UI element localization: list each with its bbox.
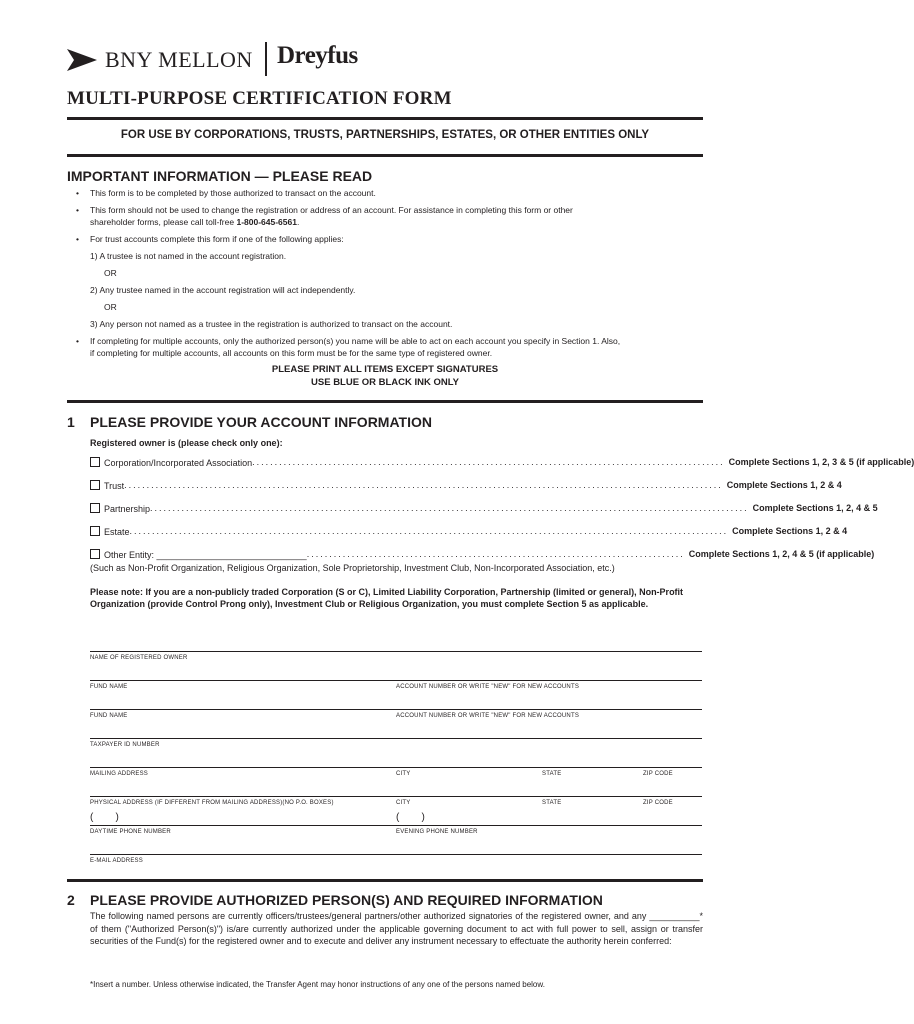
- print-instruction-1: PLEASE PRINT ALL ITEMS EXCEPT SIGNATURES: [271, 364, 499, 375]
- section2-number: 2: [67, 892, 75, 908]
- name-line[interactable]: [90, 651, 702, 652]
- option-requirement: Complete Sections 1, 2, 3 & 5 (if applicable): [728, 457, 914, 467]
- section2-top-rule: [67, 879, 703, 882]
- or-1: OR: [104, 268, 117, 278]
- option-other-entity[interactable]: [90, 549, 875, 560]
- bullet-1: • This form is to be completed by those authorized to transact on the account.: [76, 188, 376, 198]
- or-2: OR: [104, 302, 117, 312]
- name-of-registered-owner-label: NAME OF REGISTERED OWNER: [90, 655, 188, 661]
- important-heading: IMPORTANT INFORMATION — PLEASE READ: [67, 168, 373, 184]
- bny-arrow-icon: [67, 49, 97, 71]
- checkbox[interactable]: [90, 503, 100, 513]
- important-list: [76, 187, 706, 359]
- bullet-1-text: This form is to be completed by those authorized to transact on the account.: [90, 188, 376, 198]
- section1-title: PLEASE PROVIDE YOUR ACCOUNT INFORMATION: [90, 414, 432, 430]
- email-label: E-MAIL ADDRESS: [90, 858, 143, 864]
- option-requirement: Complete Sections 1, 2, 4 & 5: [752, 503, 878, 513]
- checkbox[interactable]: [90, 549, 100, 559]
- bny-mellon-logo: [67, 44, 253, 76]
- option-requirement: Complete Sections 1, 2 & 4: [732, 526, 848, 536]
- mailing-line[interactable]: [90, 767, 702, 768]
- account-number-1-label: ACCOUNT NUMBER OR WRITE "NEW" FOR NEW ACCOUNTS: [396, 684, 580, 690]
- option-label: Estate: [104, 527, 130, 537]
- dot-leader: .....................................................................................................................................: [150, 503, 749, 513]
- trust-item-2: 2) Any trustee named in the account registration will act independently.: [90, 285, 356, 295]
- phone-line[interactable]: [90, 825, 702, 826]
- option-corporation[interactable]: [90, 457, 914, 468]
- logo-divider: [265, 42, 267, 76]
- checkbox[interactable]: [90, 457, 100, 467]
- option-label: Partnership: [104, 504, 151, 514]
- trust-item-1: 1) A trustee is not named in the account registration.: [90, 251, 287, 261]
- subtitle-rule: [67, 154, 703, 157]
- registered-owner-label: Registered owner is (please check only one):: [90, 438, 283, 448]
- option-label: Other Entity: ______________________________: [104, 550, 307, 560]
- fund1-line[interactable]: [90, 680, 702, 681]
- section2-title: PLEASE PROVIDE AUTHORIZED PERSON(S) AND REQUIRED INFORMATION: [90, 892, 603, 908]
- dot-leader: .....................................................................................................................................: [124, 480, 723, 490]
- bullet-4: • If completing for multiple accounts, only the authorized person(s) you name will be able to act on each account you specify in Section 1. Also,: [76, 336, 621, 346]
- other-entity-examples: (Such as Non-Profit Organization, Religious Organization, Sole Proprietorship, Investment Club, Non-Incorporated Association, etc.): [90, 563, 615, 573]
- option-partnership[interactable]: [90, 503, 878, 514]
- section2-footnote: *Insert a number. Unless otherwise indicated, the Transfer Agent may honor instructions of any one of the persons named below.: [90, 980, 545, 989]
- city-2-label: CITY: [396, 800, 411, 806]
- option-label: Trust: [104, 481, 125, 491]
- fund-name-1-label: FUND NAME: [90, 684, 128, 690]
- section1-top-rule: [67, 400, 703, 403]
- checkbox[interactable]: [90, 480, 100, 490]
- physical-line[interactable]: [90, 796, 702, 797]
- dot-leader: .........................................................................................................: [252, 457, 725, 467]
- bny-logo-text: BNY MELLON: [105, 47, 253, 72]
- physical-address-label: PHYSICAL ADDRESS (IF DIFFERENT FROM MAILING ADDRESS)(NO P.O. BOXES): [90, 800, 334, 806]
- checkbox[interactable]: [90, 526, 100, 536]
- mailing-address-label: MAILING ADDRESS: [90, 771, 149, 777]
- daytime-area-code: ( ): [90, 812, 119, 823]
- section1-note: Please note: If you are a non-publicly traded Corporation (S or C), Limited Liability Corporation, Partnership (limited or general), Non-Profit Organization (provide Control Prong only), Investment Club or Religious Organization, you must complete Section 5 as applicable.: [90, 587, 684, 609]
- option-trust[interactable]: [90, 480, 842, 491]
- phone-number: 1-800-645-6561: [236, 217, 297, 227]
- email-line[interactable]: [90, 854, 702, 855]
- city-1-label: CITY: [396, 771, 411, 777]
- option-label: Corporation/Incorporated Association: [104, 458, 253, 468]
- taxpayer-id-label: TAXPAYER ID NUMBER: [90, 742, 160, 748]
- bullet-3-text: For trust accounts complete this form if one of the following applies:: [90, 234, 344, 244]
- trust-item-3: 3) Any person not named as a trustee in the registration is authorized to transact on the account.: [90, 319, 453, 329]
- dreyfus-logo: Dreyfus: [277, 42, 358, 69]
- form-subtitle: FOR USE BY CORPORATIONS, TRUSTS, PARTNERSHIPS, ESTATES, OR OTHER ENTITIES ONLY: [120, 129, 650, 141]
- title-rule: [67, 117, 703, 120]
- section1-number: 1: [67, 414, 75, 430]
- dot-leader: .....................................................................................................................................: [129, 526, 729, 536]
- state-1-label: STATE: [542, 771, 562, 777]
- bullet-4-line2: if completing for multiple accounts, all accounts on this form must be for the same type of registered owner.: [90, 348, 493, 358]
- print-instruction-2: USE BLUE OR BLACK INK ONLY: [311, 377, 459, 388]
- taxpayer-line[interactable]: [90, 738, 702, 739]
- bullet-2: • This form should not be used to change the registration or address of an account. For assistance in completing this form or other: [76, 205, 573, 215]
- bullet-2-end: .: [296, 217, 300, 227]
- section2-paragraph: The following named persons are currently officers/trustees/general partners/other authorized signatories of the registered owner, and any __________* of them ("Authorized Person(s)") is/are currently authorized under the applicable governing document to act with full power to sell, assign or transfer securities of the Fund(s) for the registered owner and to execute and deliver any instrument necessary to effectuate the authority herein conferred:: [90, 911, 703, 946]
- bullet-2-line2: shareholder forms, please call toll-free: [90, 217, 237, 227]
- option-estate[interactable]: [90, 526, 848, 537]
- evening-phone-label: EVENING PHONE NUMBER: [396, 829, 478, 835]
- zip-2-label: ZIP CODE: [643, 800, 673, 806]
- form-title: MULTI-PURPOSE CERTIFICATION FORM: [67, 88, 452, 109]
- bullet-3: • For trust accounts complete this form if one of the following applies:: [76, 234, 344, 244]
- dot-leader: ....................................................................................: [306, 549, 685, 559]
- zip-1-label: ZIP CODE: [643, 771, 673, 777]
- bullet-2-line1: This form should not be used to change the registration or address of an account. For assistance in completing this form or other: [90, 205, 573, 215]
- bullet-4-line1: If completing for multiple accounts, only the authorized person(s) you name will be able to act on each account you specify in Section 1. Also,: [90, 336, 621, 346]
- evening-area-code: ( ): [396, 812, 425, 823]
- option-requirement: Complete Sections 1, 2, 4 & 5 (if applicable): [688, 549, 875, 559]
- option-requirement: Complete Sections 1, 2 & 4: [726, 480, 842, 490]
- account-number-2-label: ACCOUNT NUMBER OR WRITE "NEW" FOR NEW ACCOUNTS: [396, 713, 580, 719]
- daytime-phone-label: DAYTIME PHONE NUMBER: [90, 829, 171, 835]
- bullet-2-cont: [76, 216, 706, 228]
- fund2-line[interactable]: [90, 709, 702, 710]
- state-2-label: STATE: [542, 800, 562, 806]
- fund-name-2-label: FUND NAME: [90, 713, 128, 719]
